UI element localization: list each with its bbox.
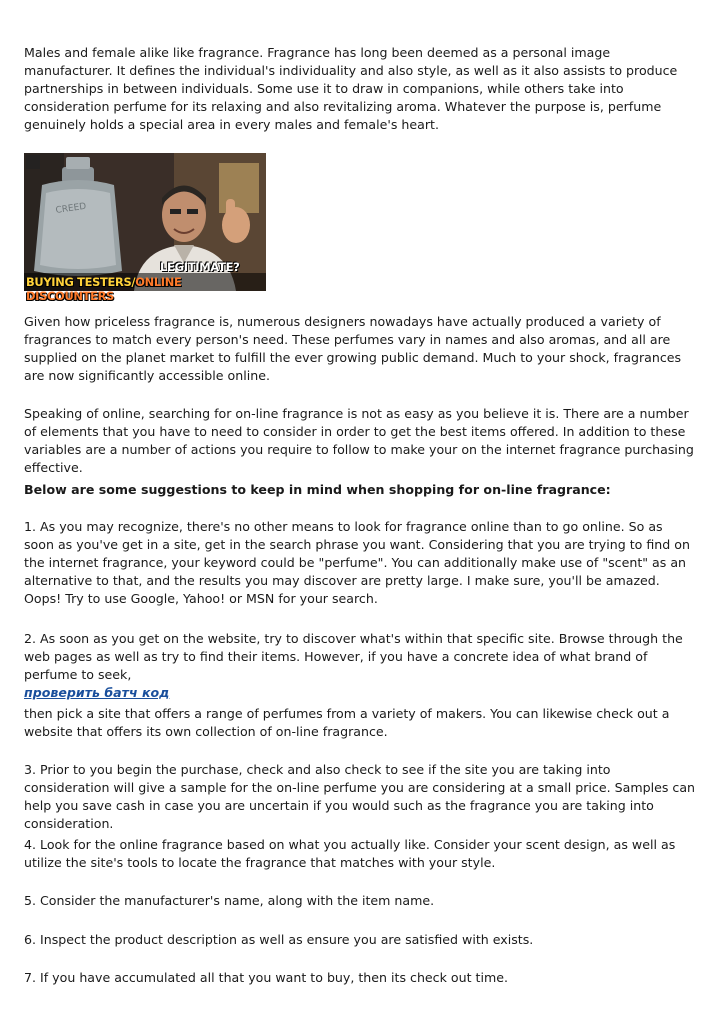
intro-paragraph: Males and female alike like fragrance. Fragrance has long been deemed as a personal image manufacturer. It defines the individual's individuality and also style, as well as it also assists to produce partnerships in between individuals. Some use it to draw in companions, while others take into consideration perfume for its relaxing and also revitalizing aroma. Whatever the purpose is, perfume genuinely holds a special area in every males and female's heart.	[24, 45, 678, 132]
tip-6-paragraph: 6. Inspect the product description as well as ensure you are satisfied with exists.	[24, 932, 534, 947]
suggestions-heading: Below are some suggestions to keep in mind when shopping for on-line fragrance:	[24, 482, 611, 497]
tip-7-paragraph: 7. If you have accumulated all that you want to buy, then its check out time.	[24, 970, 508, 985]
tip-3-paragraph: 3. Prior to you begin the purchase, check and also check to see if the site you are taking into consideration will give a sample for the on-line perfume you are considering at a small price. Samples can help you save cash in case you are uncertain if you would such as the fragrance you are taking into consideration.	[24, 762, 696, 831]
tip-2-paragraph	[24, 630, 696, 702]
thumbnail-caption-buying	[26, 275, 268, 303]
perfume-video-thumbnail	[24, 153, 266, 303]
tip-1-paragraph: 1. As you may recognize, there's no other means to look for fragrance online than to go online. So as soon as you've get in a site, get in the search phrase you want. Considering that you are trying to find on the internet fragrance, your keyword could be "perfume". You can additionally make use of "scent" as an alternative to that, and the results you may discover are pretty large. I make sure, you'll be amazed. Oops! Try to use Google, Yahoo! or MSN for your search.	[24, 519, 690, 606]
thumbnail-caption-legitimate: LEGITIMATE?	[160, 260, 240, 274]
thumbnail-caption-discounters: ONLINE DISCOUNTERS	[26, 275, 182, 303]
online-paragraph: Speaking of online, searching for on-line fragrance is not as easy as you believe it is. There are a number of elements that you have to need to consider in order to get the best items offered. In addition to these variables are a number of actions you require to follow to make your on the internet fragrance purchasing effective.	[24, 406, 694, 475]
batch-code-link[interactable]: проверить батч код	[24, 685, 170, 700]
thumbnail-caption-testers: BUYING TESTERS/	[26, 275, 136, 289]
tip-4-paragraph: 4. Look for the online fragrance based on what you actually like. Consider your scent design, as well as utilize the site's tools to locate the fragrance that matches with your style.	[24, 837, 676, 870]
designers-paragraph: Given how priceless fragrance is, numerous designers nowadays have actually produced a variety of fragrances to match every person's need. These perfumes vary in names and also aromas, and all are supplied on the planet market to fulfill the ever growing public demand. Much to your shock, fragrances are now significantly accessible online.	[24, 314, 682, 383]
tip-5-paragraph: 5. Consider the manufacturer's name, along with the item name.	[24, 893, 435, 908]
tip-2-continued-paragraph: then pick a site that offers a range of perfumes from a variety of makers. You can likewise check out a website that offers its own collection of on-line fragrance.	[24, 706, 670, 739]
svg-text:CREED: CREED	[55, 201, 87, 216]
tip-2-text: 2. As soon as you get on the website, try to discover what's within that specific site. Browse through the web pages as well as try to find their items. However, if you have a concrete idea of what brand of perfume to seek,	[24, 631, 683, 682]
